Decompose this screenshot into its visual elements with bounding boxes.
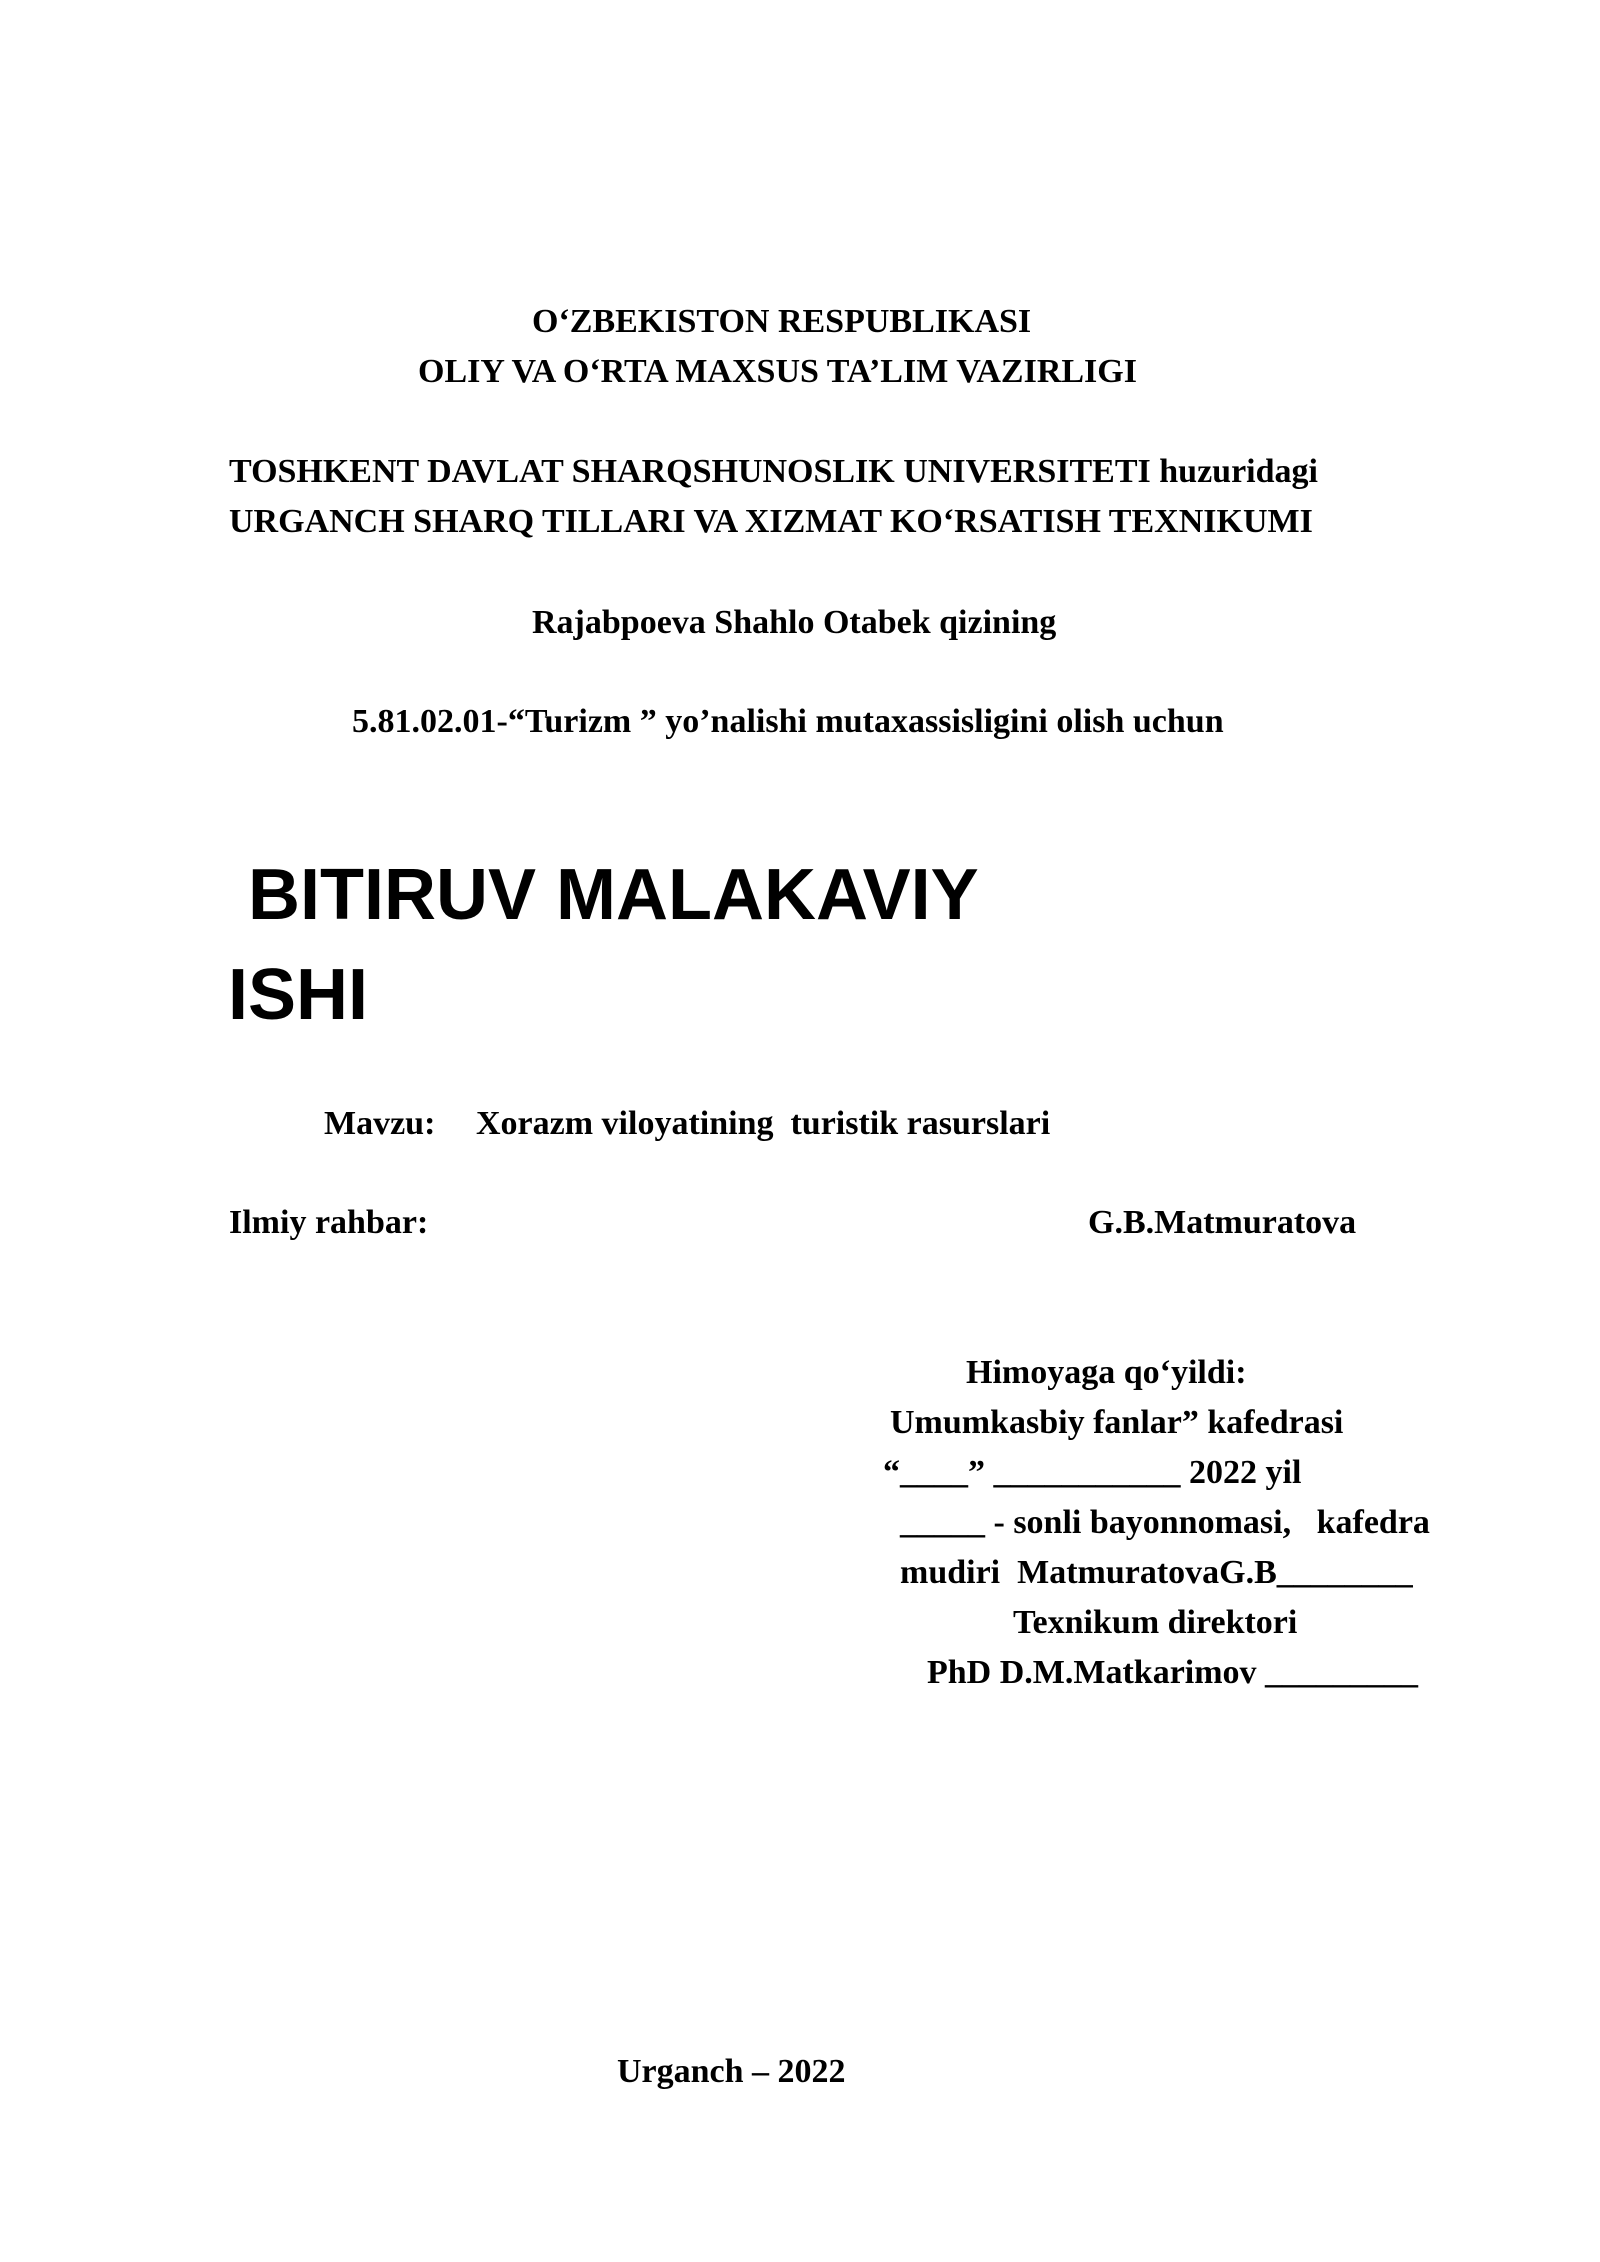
ministry-heading: OLIY VA O‘RTA MAXSUS TA’LIM VAZIRLIGI <box>418 353 1137 390</box>
protocol-line: _____ - sonli bayonnomasi, kafedra <box>900 1504 1430 1541</box>
director-title: Texnikum direktori <box>1013 1604 1298 1641</box>
department-head-line: mudiri MatmuratovaG.B________ <box>900 1554 1413 1591</box>
place-year: Urganch – 2022 <box>617 2053 846 2090</box>
college-heading: URGANCH SHARQ TILLARI VA XIZMAT KO‘RSATISH TEXNIKUMI <box>229 503 1313 540</box>
date-line: “____” ___________ 2022 yil <box>883 1454 1302 1491</box>
defense-heading: Himoyaga qo‘yildi: <box>966 1354 1247 1391</box>
topic-label: Mavzu: <box>324 1105 436 1142</box>
department-line: Umumkasbiy fanlar” kafedrasi <box>890 1404 1344 1441</box>
topic-value: Xorazm viloyatining turistik rasurslari <box>476 1105 1051 1142</box>
country-heading: O‘ZBEKISTON RESPUBLIKASI <box>532 303 1032 340</box>
supervisor-name: G.B.Matmuratova <box>1088 1204 1357 1241</box>
work-title-line-2: ISHI <box>228 955 369 1035</box>
author-name: Rajabpoeva Shahlo Otabek qizining <box>532 604 1057 641</box>
specialty-line: 5.81.02.01-“Turizm ” yo’nalishi mutaxassisligini olish uchun <box>352 703 1224 740</box>
director-name-line: PhD D.M.Matkarimov _________ <box>927 1654 1419 1691</box>
university-heading: TOSHKENT DAVLAT SHARQSHUNOSLIK UNIVERSITETI huzuridagi <box>229 453 1318 490</box>
work-title-line-1: BITIRUV MALAKAVIY <box>248 855 979 935</box>
supervisor-label: Ilmiy rahbar: <box>229 1204 429 1241</box>
